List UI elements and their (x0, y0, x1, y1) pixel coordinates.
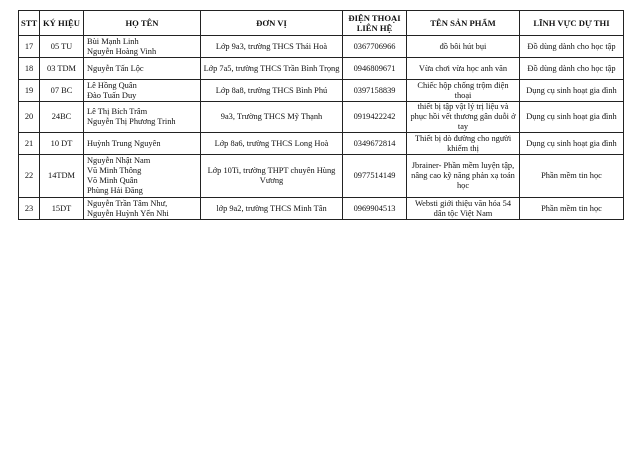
header-name: HỌ TÊN (84, 11, 201, 36)
participant-name: Nguyễn Trần Tâm Như, (87, 198, 168, 208)
cell-stt: 18 (19, 58, 40, 80)
cell-phone: 0969904513 (343, 198, 407, 220)
participant-name: Phùng Hải Đăng (87, 186, 143, 195)
participant-name: Lê Thị Bích Trâm (87, 107, 148, 116)
cell-names (84, 155, 201, 198)
table-row (19, 198, 624, 220)
cell-code: 14TDM (40, 155, 84, 198)
participant-name: Vũ Minh Thông (87, 166, 142, 175)
participant-name: Bùi Mạnh Linh (87, 36, 139, 46)
cell-stt: 17 (19, 36, 40, 58)
table-row (19, 36, 624, 58)
cell-phone: 0367706966 (343, 36, 407, 58)
cell-phone: 0397158839 (343, 80, 407, 102)
participant-name: Đào Tuấn Duy (87, 90, 137, 100)
cell-names (84, 133, 201, 155)
cell-unit: lớp 9a2, trường THCS Minh Tân (201, 198, 343, 220)
cell-unit: 9a3, Trường THCS Mỹ Thạnh (201, 102, 343, 133)
cell-field: Dụng cụ sinh hoạt gia đình (520, 133, 624, 155)
cell-names (84, 102, 201, 133)
cell-product: thiết bị tập vật lý trị liệu và phục hồi vết thương gân duỗi ở tay (407, 102, 520, 133)
participant-name: Lê Hồng Quân (87, 80, 137, 90)
header-phone: ĐIỆN THOẠI LIÊN HỆ (343, 11, 407, 36)
participant-name: Võ Minh Quân (87, 176, 138, 185)
cell-names (84, 36, 201, 58)
table-row (19, 102, 624, 133)
cell-names (84, 80, 201, 102)
cell-field: Phần mềm tin học (520, 155, 624, 198)
table-row (19, 80, 624, 102)
cell-unit: Lớp 8a6, trường THCS Long Hoà (201, 133, 343, 155)
header-product: TÊN SẢN PHẨM (407, 11, 520, 36)
cell-field: Dụng cụ sinh hoạt gia đình (520, 102, 624, 133)
cell-code: 05 TU (40, 36, 84, 58)
cell-unit: Lớp 7a5, trường THCS Trần Bình Trọng (201, 58, 343, 80)
table-row (19, 155, 624, 198)
participants-table (18, 10, 624, 220)
participant-name: Nguyễn Tấn Lộc (87, 63, 144, 73)
cell-names (84, 198, 201, 220)
cell-phone: 0919422242 (343, 102, 407, 133)
participant-name: Nguyễn Thị Phương Trinh (87, 117, 176, 126)
header-row (19, 11, 624, 36)
cell-product: Thiết bị dò đường cho người khiếm thị (407, 133, 520, 155)
cell-unit: Lớp 8a8, trường THCS Bình Phú (201, 80, 343, 102)
header-stt: STT (19, 11, 40, 36)
participant-name: Nguyễn Nhật Nam (87, 156, 151, 165)
cell-stt: 21 (19, 133, 40, 155)
cell-field: Đồ dùng dành cho học tập (520, 58, 624, 80)
cell-stt: 19 (19, 80, 40, 102)
cell-stt: 23 (19, 198, 40, 220)
header-code: KÝ HIỆU (40, 11, 84, 36)
cell-stt: 22 (19, 155, 40, 198)
participant-name: Nguyễn Huỳnh Yến Nhi (87, 208, 169, 218)
cell-product: Jbrainer- Phần mềm luyện tập, nâng cao kỹ năng phản xạ toán học (407, 155, 520, 198)
cell-names (84, 58, 201, 80)
table-row (19, 133, 624, 155)
cell-product: đồ bôi hút bụi (407, 36, 520, 58)
cell-product: Vừa chơi vừa học anh văn (407, 58, 520, 80)
cell-unit: Lớp 9a3, trường THCS Thái Hoà (201, 36, 343, 58)
participant-name: Huỳnh Trung Nguyên (87, 138, 161, 148)
cell-field: Đồ dùng dành cho học tập (520, 36, 624, 58)
cell-code: 03 TDM (40, 58, 84, 80)
header-field: LĨNH VỰC DỰ THI (520, 11, 624, 36)
cell-product: Chiếc hộp chống trộm điện thoại (407, 80, 520, 102)
cell-code: 24BC (40, 102, 84, 133)
cell-unit: Lớp 10Ti, trường THPT chuyên Hùng Vương (201, 155, 343, 198)
cell-stt: 20 (19, 102, 40, 133)
cell-phone: 0977514149 (343, 155, 407, 198)
cell-phone: 0349672814 (343, 133, 407, 155)
cell-field: Dụng cụ sinh hoạt gia đình (520, 80, 624, 102)
table-row (19, 58, 624, 80)
cell-phone: 0946809671 (343, 58, 407, 80)
cell-product: Websti giới thiệu văn hóa 54 dân tộc Việt Nam (407, 198, 520, 220)
cell-code: 07 BC (40, 80, 84, 102)
table-body (19, 36, 624, 220)
cell-field: Phần mềm tin học (520, 198, 624, 220)
cell-code: 15DT (40, 198, 84, 220)
participant-name: Nguyễn Hoàng Vinh (87, 46, 157, 56)
header-unit: ĐƠN VỊ (201, 11, 343, 36)
cell-code: 10 DT (40, 133, 84, 155)
